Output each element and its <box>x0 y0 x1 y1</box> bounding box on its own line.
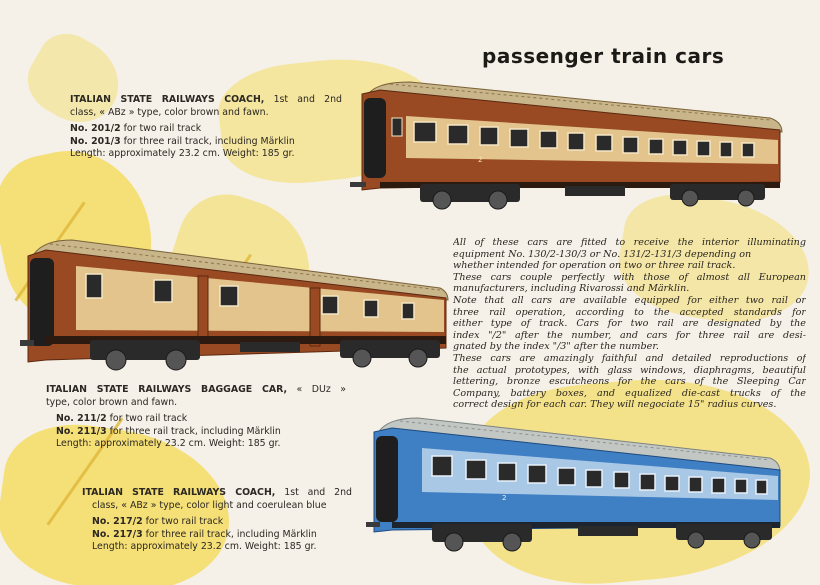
car-heading: ITALIAN STATE RAILWAYS COACH, <box>82 487 276 498</box>
body-line: equipment No. 130/2-130/3 or No. 131/2-131/3 depending on <box>453 248 752 260</box>
catalog-number: No. 211/2 <box>56 413 107 425</box>
body-line: Note that all cars are available equipped for either two rail or <box>453 294 806 306</box>
duz-baggage-car-image <box>20 236 452 376</box>
body-line: either type of track. Cars for two rail are designated by the <box>453 318 806 330</box>
body-line: three rail operation, according to the accepted standards for <box>453 306 806 318</box>
catalog-number: No. 201/3 <box>70 135 121 147</box>
body-line: These cars couple perfectly with those of almost all European <box>453 271 806 283</box>
body-line: the actual prototypes, with glass windows, diaphragms, beautiful <box>453 364 806 376</box>
catalog-number: No. 201/2 <box>70 123 121 135</box>
body-line: whether intended for operation on two or three rail track. <box>453 260 736 272</box>
body-line: index "/2" after the number, and cars for three rail are desi- <box>453 329 806 341</box>
catalog-number: No. 217/3 <box>92 528 143 540</box>
abz-coach-blue-description: ITALIAN STATE RAILWAYS COACH, 1st and 2nd class, « ABz » type, color light and coerulean blue No. 217/2 for two rail track No. 217/3 for three rail track, including Märklin Length: approximately 23.2 cm. Weight: 185 gr. <box>82 487 352 553</box>
catalog-number: No. 217/2 <box>92 516 143 528</box>
car-heading: ITALIAN STATE RAILWAYS BAGGAGE CAR, <box>46 384 288 395</box>
abz-coach-brown-image <box>350 78 790 213</box>
abz-coach-blue-image <box>366 414 786 554</box>
class-mark: 2 <box>502 494 507 502</box>
body-line: correct design for each car. They will negociate 15" radius curves. <box>453 399 777 411</box>
body-line: lettering, bronze escutcheons for the cars of the Sleeping Car <box>453 376 806 388</box>
body-line: These cars are amazingly faithful and detailed reproductions of <box>453 352 806 364</box>
abz-coach-brown-description: ITALIAN STATE RAILWAYS COACH, 1st and 2nd class, « ABz » type, color brown and fawn. No. 201/2 for two rail track No. 201/3 for three rail track, including Märklin Length: approximately 23.2 cm. Weight: 185 gr. <box>70 94 342 160</box>
body-line: All of these cars are fitted to receive the interior illuminating <box>453 237 806 248</box>
body-line: gnated by the index "/3" after the number. <box>453 341 659 353</box>
page-title: passenger train cars <box>482 44 725 68</box>
body-line: Company, battery boxes, and equalized die-cast trucks of the <box>453 387 806 399</box>
class-mark: 2 <box>478 156 483 164</box>
features-paragraph <box>453 237 806 411</box>
car-heading: ITALIAN STATE RAILWAYS COACH, <box>70 94 265 105</box>
catalog-number: No. 211/3 <box>56 425 107 437</box>
duz-baggage-car-description: ITALIAN STATE RAILWAYS BAGGAGE CAR, « DUz » type, color brown and fawn. No. 211/2 for two rail track No. 211/3 for three rail track, including Märklin Length: approximately 23.2 cm. Weight: 185 gr. <box>46 384 346 450</box>
body-line: manufacturers, including Rivarossi and Märklin. <box>453 283 690 295</box>
